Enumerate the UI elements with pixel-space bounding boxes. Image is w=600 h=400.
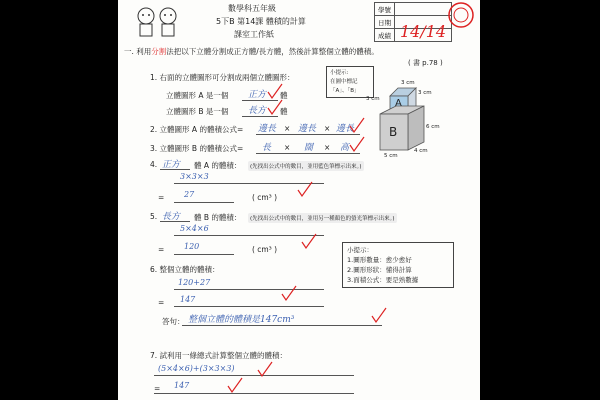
q4-note: (先找出公式中的數目，並用藍色筆標示出來。) — [248, 161, 364, 171]
field-label: 學號 — [375, 3, 395, 16]
worksheet-page: 數學科五年級 5下B 第14課 體積的計算 課室工作紙 學號 日期 成績 14/14 一. 利用分割法把以下立體分割成正方體/長方體，然後計算整個立體的體積。 ( 書 p.78 ) 1. 右面的立體圖形可分割成兩個立體圖形： 立體圖形 A 是一個 正方 體 立體圖形 B 是一個 長方 體 2. 立體圖形 A 的體積公式= 邊長 × 邊長 × 邊長 3. 立體圖形 B 的體積公式= 長 × 闊 × 高 4. 正方 體 A 的體積： (先找出公式中的數目，並用藍色筆標示出來。) 3×3×3 = 27 ( cm³ ) 5. 長方 體 B 的體積： (先找出公式中的數目，並用另一種顏色的螢光筆標示出來。) 5×4×6 = 120 ( cm³ ) 6. 整個立體的體積： 120+27 = 147 答句： 整個立體的體積是147cm³ 7. 試利用一條總式計算整個立體的體積： (5×4×6)+(3×3×3) = 147 小提示: 在圖中標記 「A」、「B」 A B 3 cm 3 cm 3 cm 6 cm 5 cm 4 cm 小提示： 1.圖形數量：愈少愈好 2.圖形形狀：懂得計算 3.面積公式：要是熟數據 — [118, 0, 480, 400]
check-mark — [298, 182, 312, 196]
check-mark — [258, 362, 272, 376]
q6-text: 6. 整個立體的體積： — [150, 265, 220, 274]
q7-text: 7. 試利用一條總式計算整個立體的體積： — [150, 351, 288, 360]
q2-term: 邊長 — [336, 124, 355, 134]
q6-answer-label: 答句： — [162, 317, 185, 326]
check-mark — [302, 234, 316, 248]
dim-label: 3 cm — [366, 96, 380, 102]
q6-work: 120+27 — [178, 278, 211, 287]
q5-note: (先找出公式中的數目，並用另一種顏色的螢光筆標示出來。) — [248, 213, 397, 223]
q5-fill: 長方 — [162, 212, 181, 222]
label-b: B — [389, 125, 398, 139]
q4-fill: 正方 — [162, 160, 181, 170]
q4-unit: ( cm³ ) — [252, 193, 278, 202]
dim-label: 5 cm — [384, 153, 398, 159]
q6-result: 147 — [180, 295, 196, 304]
hint-box: 小提示： 1.圖形數量：愈少愈好 2.圖形形狀：懂得計算 3.面積公式：要是熟數據 — [342, 242, 454, 288]
dim-label: 4 cm — [414, 148, 428, 154]
q1-answer-a: 正方 — [248, 90, 267, 100]
q4-work: 3×3×3 — [180, 172, 209, 181]
lesson-title: 5下B 第14課 體積的計算 — [216, 17, 306, 26]
q2-term: 邊長 — [258, 124, 277, 134]
check-mark — [268, 100, 282, 114]
q3-term: 長 — [262, 143, 272, 153]
q2-text: 2. 立體圖形 A 的體積公式= — [150, 125, 244, 134]
q5-result: 120 — [184, 242, 200, 251]
q5-work: 5×4×6 — [180, 224, 209, 233]
q1-line-a: 立體圖形 A 是一個 — [166, 91, 229, 100]
worksheet-title: 課室工作紙 — [234, 30, 274, 39]
q3-text: 3. 立體圖形 B 的體積公式= — [150, 144, 244, 153]
check-mark — [372, 308, 386, 322]
dim-label: 6 cm — [426, 124, 440, 130]
q1-text: 1. 右面的立體圖形可分割成兩個立體圖形： — [150, 73, 295, 82]
dim-label: 3 cm — [418, 90, 432, 96]
hint-item: 1.圖形數量：愈少愈好 — [347, 256, 412, 264]
check-mark — [350, 137, 364, 151]
q5-text: 體 B 的體積： — [194, 213, 242, 222]
check-mark — [282, 286, 296, 300]
score-mark: 14/14 — [400, 22, 447, 41]
subject-title: 數學科五年級 — [228, 4, 276, 13]
q1-line-b: 立體圖形 B 是一個 — [166, 107, 229, 116]
q5-number: 5. — [150, 212, 158, 221]
q4-number: 4. — [150, 160, 158, 169]
hint-item: 2.圖形形狀：懂得計算 — [347, 266, 412, 274]
field-label: 成績 — [375, 29, 395, 42]
q7-work: (5×4×6)+(3×3×3) — [158, 364, 235, 373]
q4-text: 體 A 的體積： — [194, 161, 242, 170]
dim-label: 3 cm — [401, 80, 415, 86]
tip-box: 小提示: 在圖中標記 「A」、「B」 — [326, 66, 374, 98]
q7-result: 147 — [174, 381, 190, 390]
q4-result: 27 — [184, 190, 195, 199]
q1-suffix-b: 體 — [280, 107, 288, 116]
field-label: 日期 — [375, 16, 395, 29]
q6-answer: 整個立體的體積是147cm³ — [188, 315, 295, 325]
label-a: A — [395, 98, 402, 109]
q1-answer-b: 長方 — [248, 106, 267, 116]
check-mark — [228, 378, 242, 392]
q3-term: 高 — [340, 143, 350, 153]
book-reference: ( 書 p.78 ) — [408, 59, 443, 67]
q5-unit: ( cm³ ) — [252, 245, 278, 254]
check-mark — [268, 84, 282, 98]
check-mark — [350, 118, 364, 132]
hint-item: 3.面積公式：要是熟數據 — [347, 276, 419, 284]
q3-term: 闊 — [304, 143, 314, 153]
q1-suffix-a: 體 — [280, 91, 288, 100]
q2-term: 邊長 — [298, 124, 317, 134]
instruction: 一. 利用分割法把以下立體分割成正方體/長方體，然後計算整個立體的體積。 — [124, 47, 379, 56]
grading-ticks — [118, 0, 480, 400]
